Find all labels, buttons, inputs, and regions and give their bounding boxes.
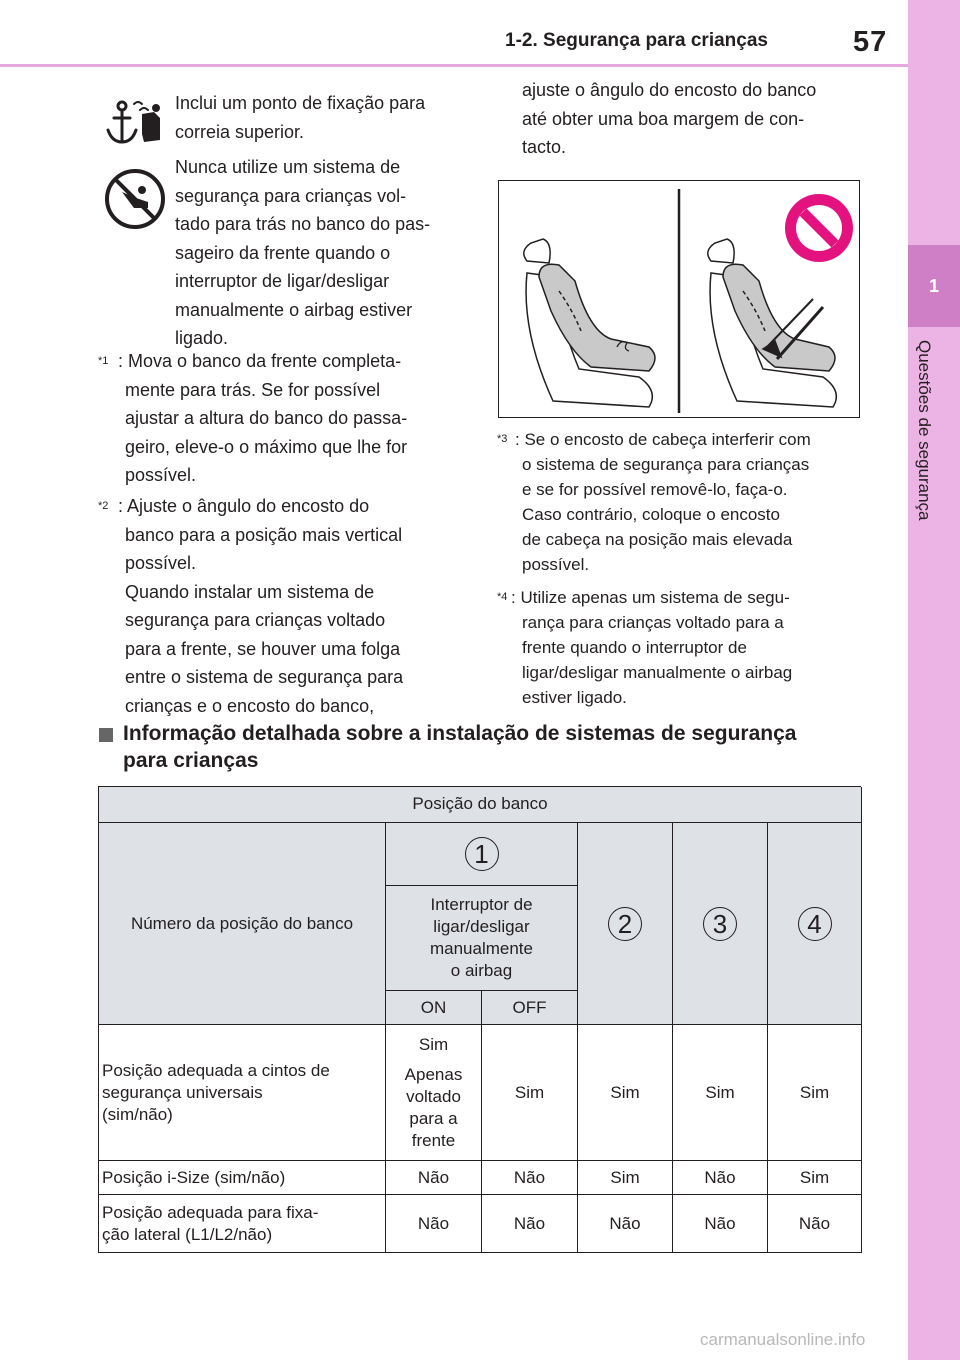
table-top-header: Posição do banco (99, 787, 862, 823)
table-cell: Não (768, 1195, 862, 1253)
chapter-number: 1 (928, 276, 939, 296)
seat-incorrect-illustration (708, 239, 837, 407)
table-cell: Sim Apenas voltado para a frente (386, 1025, 482, 1161)
icon-note-1: Inclui um ponto de fixação para correia superior. (175, 93, 426, 142)
table-cell: Sim (673, 1025, 768, 1161)
watermark: carmanualsonline.info (700, 1330, 866, 1349)
seat-correct-illustration (524, 239, 655, 407)
footnote-3: *3 : Se o encosto de cabeça interferir com o sistema de segurança para crianças e se for possível removê-lo, faça-o. Caso contrário, coloque o encosto de cabeça na posição mais elevada possível. (497, 427, 867, 585)
table-cell: Sim (578, 1025, 673, 1161)
airbag-switch-header: Interruptor de ligar/desligar manualmente o airbag (386, 886, 578, 991)
footnote-2: *2 : Ajuste o ângulo do encosto do banco para a posição mais vertical possível. Quando instalar um sistema de segurança para crianças voltado para a frente, se houver uma folga entre o sistema de segurança para crianças e o encosto do banco, (98, 492, 478, 722)
table-cell: Sim (768, 1161, 862, 1195)
table-cell: Não (673, 1195, 768, 1253)
continuation-text: ajuste o ângulo do encosto do banco até obter uma boa margem de con- tacto. (522, 80, 817, 157)
table-row-label: Posição adequada a cintos de segurança universais (sim/não) (99, 1025, 386, 1161)
seat-illustration (498, 180, 860, 418)
footnote-2-marker: *2 (98, 500, 109, 512)
header-divider (0, 64, 908, 67)
table-cell: Não (578, 1195, 673, 1253)
table-row-label: Posição i-Size (sim/não) (99, 1161, 386, 1195)
footnote-1-marker: *1 (98, 355, 109, 367)
table-cell: Sim (578, 1161, 673, 1195)
table-cell: Sim (482, 1025, 578, 1161)
side-tab (908, 0, 960, 1360)
page-number: 57 (853, 26, 888, 58)
footnote-4-marker: *4 (497, 591, 508, 603)
table-cell: Sim (768, 1025, 862, 1161)
position-4-header: 4 (768, 823, 862, 1025)
table-row-label: Posição adequada para fixa- ção lateral (L1/L2/não) (99, 1195, 386, 1253)
footnote-1: *1 : Mova o banco da frente completa- mente para trás. Se for possível ajustar a altura do banco do passa- geiro, eleve-o o máximo que lhe for possível. (98, 347, 478, 489)
table-cell: Não (386, 1161, 482, 1195)
seat-number-header: Número da posição do banco (99, 823, 386, 1025)
section-bullet-icon (99, 728, 113, 742)
top-tether-anchor-icon (104, 96, 166, 148)
footnote-3-marker: *3 (497, 433, 508, 445)
no-rear-facing-seat-icon (104, 168, 166, 230)
position-1-number: 1 (465, 837, 499, 871)
icon-note-2: Nunca utilize um sistema de segurança para crianças vol- tado para trás no banco do pas- sageiro da frente quando o interruptor de ligar/desligar manualmente o airbag estiver ligado. (175, 157, 431, 348)
table-cell: Não (386, 1195, 482, 1253)
position-1-header (386, 823, 578, 886)
section-title: 1-2. Segurança para crianças (505, 30, 768, 51)
chapter-title: Questões de segurança (915, 340, 934, 521)
table-cell: Não (482, 1161, 578, 1195)
position-2-header: 2 (578, 823, 673, 1025)
table-cell: Não (482, 1195, 578, 1253)
off-header: OFF (482, 991, 578, 1025)
footnote-4: *4 : Utilize apenas um sistema de segu- rança para crianças voltado para a frente quando o interruptor de ligar/desligar manualmente o airbag estiver ligado. (497, 585, 867, 715)
table-cell: Não (673, 1161, 768, 1195)
seat-position-table (98, 786, 861, 1253)
on-header: ON (386, 991, 482, 1025)
section-heading: Informação detalhada sobre a instalação de sistemas de segurança para crianças (123, 722, 797, 772)
prohibited-icon (785, 194, 853, 262)
position-3-header: 3 (673, 823, 768, 1025)
